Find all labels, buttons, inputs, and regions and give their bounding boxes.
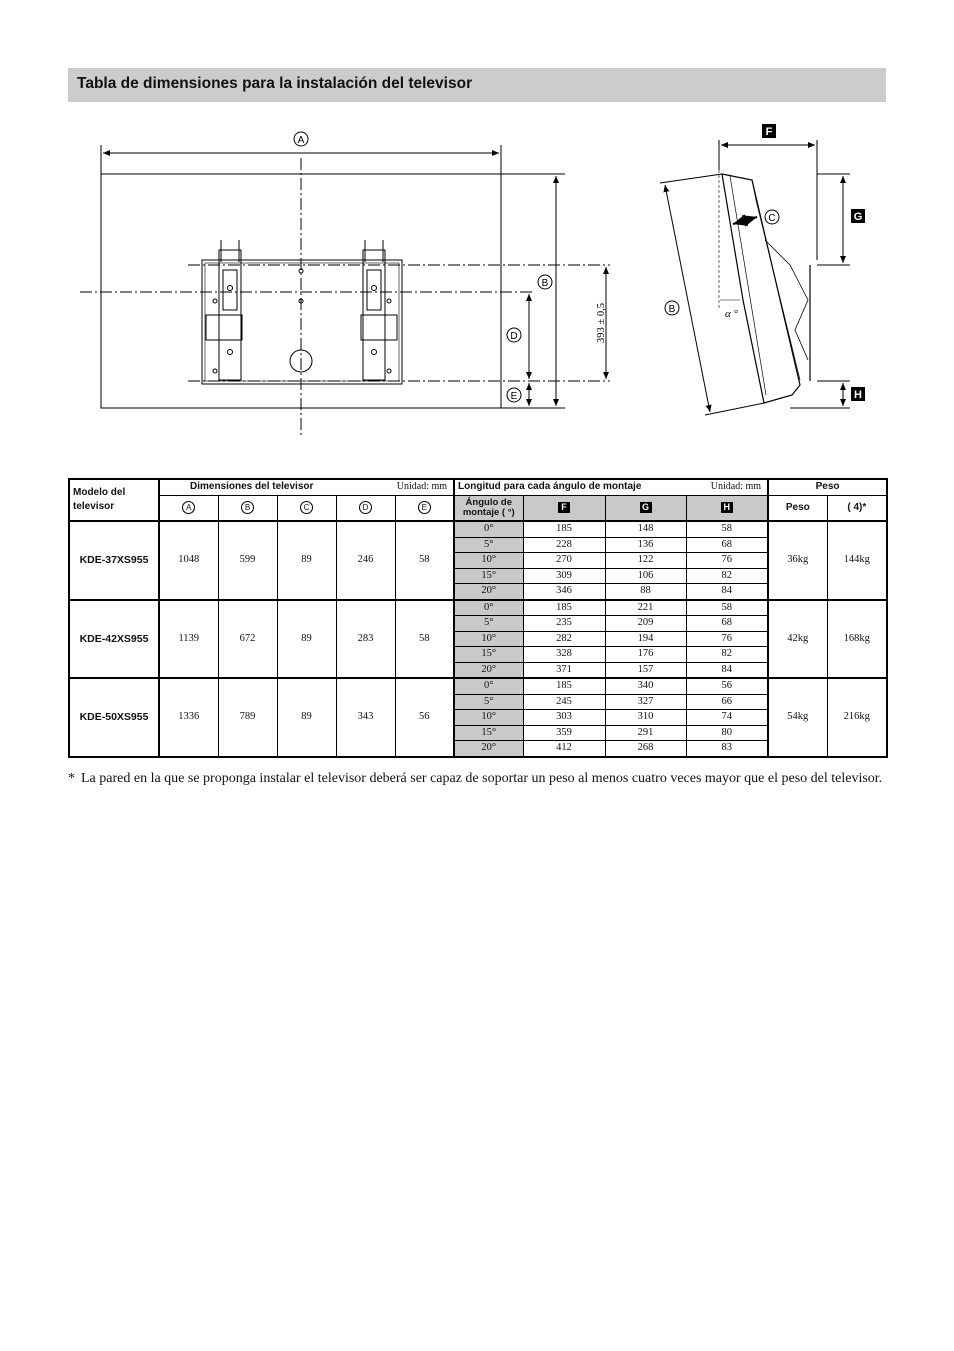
length-f-cell: 235 [523,616,605,632]
weight-x4-cell: 168kg [827,600,887,679]
length-f-cell: 346 [523,584,605,600]
length-h-cell: 84 [686,662,768,678]
length-f-cell: 303 [523,710,605,726]
dim-value-cell: 1048 [159,521,218,600]
dimensions-table [68,478,888,758]
label-f: F [765,126,773,138]
length-h-cell: 56 [686,678,768,694]
model-cell: KDE-37XS955 [69,521,159,600]
length-g-cell: 194 [605,631,686,647]
weight-col2: ( 4)* [827,495,887,521]
label-b: B [541,278,549,289]
length-f-cell: 359 [523,725,605,741]
dim-label-c: C [277,495,336,521]
dim-value-cell: 89 [277,678,336,757]
label-d: D [510,331,518,342]
dim-value-cell: 56 [395,678,454,757]
length-h-cell: 76 [686,553,768,569]
length-f-cell: 328 [523,647,605,663]
length-g-cell: 148 [605,521,686,537]
len-label-f: F [523,495,605,521]
angle-cell: 15° [454,647,523,663]
angle-col-header: Ángulo de montaje ( °) [454,495,523,521]
dim-value-cell: 599 [218,521,277,600]
length-g-cell: 221 [605,600,686,616]
length-g-cell: 122 [605,553,686,569]
dim-value-cell: 246 [336,521,395,600]
angle-cell: 20° [454,662,523,678]
length-g-cell: 340 [605,678,686,694]
dim-value-cell: 1336 [159,678,218,757]
dim-label-e: E [395,495,454,521]
dimension-393-text: 393 ± 0,5 [596,303,607,343]
length-f-cell: 245 [523,694,605,710]
weight-x4-cell: 216kg [827,678,887,757]
dim-value-cell: 89 [277,600,336,679]
length-f-cell: 228 [523,537,605,553]
dim-value-cell: 58 [395,521,454,600]
dim-value-cell: 89 [277,521,336,600]
angle-cell: 5° [454,537,523,553]
dim-value-cell: 789 [218,678,277,757]
angle-cell: 0° [454,600,523,616]
angle-cell: 0° [454,678,523,694]
angle-cell: 20° [454,741,523,757]
length-f-cell: 270 [523,553,605,569]
tv-dims-unit: Unidad: mm [396,481,448,493]
length-f-cell: 309 [523,568,605,584]
length-h-cell: 74 [686,710,768,726]
dim-label-d: D [336,495,395,521]
angle-cell: 0° [454,521,523,537]
dim-label-b: B [218,495,277,521]
footnote [68,770,886,788]
tv-dims-header: Dimensiones del televisor Unidad: mm [159,479,454,495]
length-f-cell: 185 [523,521,605,537]
len-label-g: G [605,495,686,521]
length-g-cell: 176 [605,647,686,663]
length-h-cell: 58 [686,600,768,616]
dim-value-cell: 1139 [159,600,218,679]
dimension-b-slant-line [665,185,710,412]
label-e: E [510,391,518,402]
length-g-cell: 88 [605,584,686,600]
weight-cell: 54kg [768,678,827,757]
length-h-cell: 83 [686,741,768,757]
length-h-cell: 80 [686,725,768,741]
length-g-cell: 291 [605,725,686,741]
label-b-side: B [668,304,676,315]
length-g-cell: 106 [605,568,686,584]
tv-side-profile [722,174,800,403]
weight-col1: Peso [768,495,827,521]
length-g-cell: 268 [605,741,686,757]
angle-dims-unit: Unidad: mm [710,481,762,493]
dim-value-cell: 343 [336,678,395,757]
angle-cell: 10° [454,631,523,647]
length-h-cell: 82 [686,647,768,663]
angle-cell: 20° [454,584,523,600]
weight-header: Peso [768,479,887,495]
label-c: C [768,213,776,224]
length-g-cell: 209 [605,616,686,632]
angle-cell: 5° [454,694,523,710]
length-f-cell: 185 [523,600,605,616]
length-h-cell: 66 [686,694,768,710]
label-h: H [854,389,862,401]
footnote-text: La pared en la que se proponga instalar el televisor deberá ser capaz de soportar un peso al menos cuatro veces mayor que el peso del televisor. [81,771,883,786]
dim-value-cell: 58 [395,600,454,679]
length-g-cell: 310 [605,710,686,726]
length-f-cell: 185 [523,678,605,694]
weight-cell: 36kg [768,521,827,600]
angle-dims-header: Longitud para cada ángulo de montaje Unidad: mm [454,479,768,495]
length-h-cell: 58 [686,521,768,537]
wall-bracket-plate [202,260,402,384]
angle-cell: 5° [454,616,523,632]
dim-value-cell: 283 [336,600,395,679]
weight-x4-cell: 144kg [827,521,887,600]
model-cell: KDE-50XS955 [69,678,159,757]
weight-cell: 42kg [768,600,827,679]
length-f-cell: 412 [523,741,605,757]
length-g-cell: 157 [605,662,686,678]
label-a: A [297,135,305,146]
angle-cell: 15° [454,725,523,741]
length-h-cell: 84 [686,584,768,600]
footnote-mark: * [68,771,75,786]
length-h-cell: 76 [686,631,768,647]
model-header: Modelo del televisor [69,479,159,521]
len-label-h: H [686,495,768,521]
section-title: Tabla de dimensiones para la instalación del televisor [68,68,886,102]
dim-value-cell: 672 [218,600,277,679]
angle-cell: 15° [454,568,523,584]
length-g-cell: 136 [605,537,686,553]
model-cell: KDE-42XS955 [69,600,159,679]
length-g-cell: 327 [605,694,686,710]
angle-alpha-text: α ° [725,308,738,320]
length-h-cell: 82 [686,568,768,584]
length-f-cell: 282 [523,631,605,647]
length-f-cell: 371 [523,662,605,678]
installation-diagram [0,110,954,450]
dim-label-a: A [159,495,218,521]
angle-cell: 10° [454,553,523,569]
length-h-cell: 68 [686,537,768,553]
angle-cell: 10° [454,710,523,726]
length-h-cell: 68 [686,616,768,632]
label-g: G [853,211,863,223]
